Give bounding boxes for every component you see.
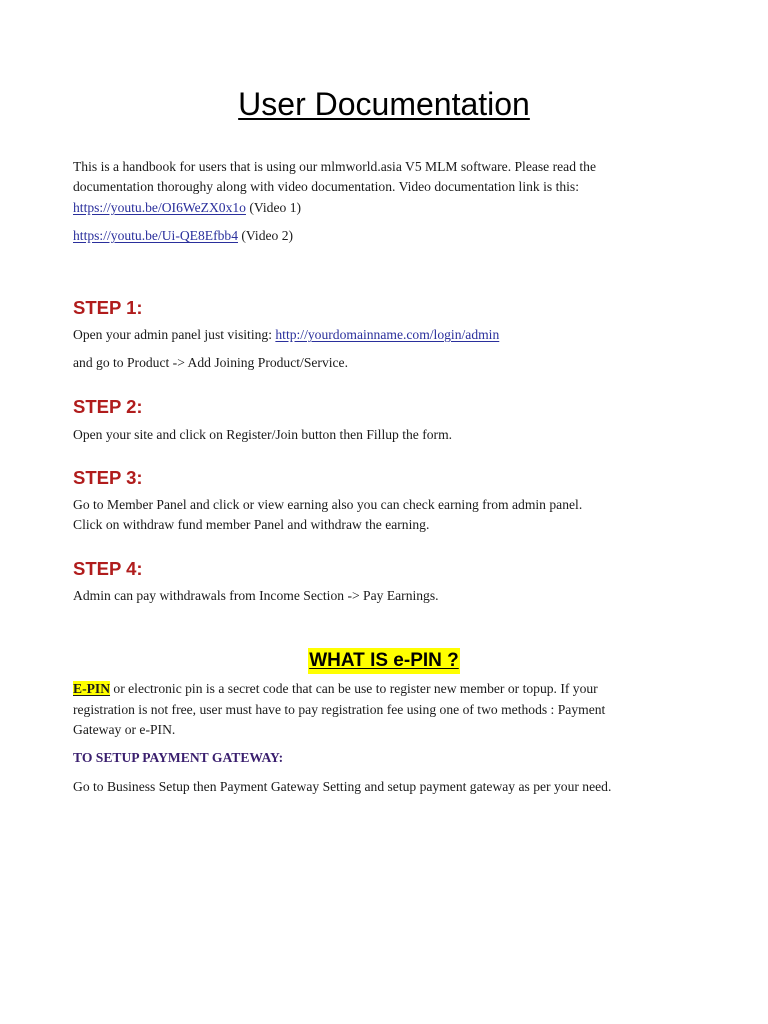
step4-line-1: Admin can pay withdrawals from Income Section -> Pay Earnings. — [73, 588, 439, 603]
intro-line-1: This is a handbook for users that is using our mlmworld.asia V5 MLM software. Please read the — [73, 159, 597, 174]
step2-line-1: Open your site and click on Register/Join button then Fillup the form. — [73, 427, 453, 442]
video1-link[interactable]: https://youtu.be/OI6WeZX0x1o — [73, 200, 246, 215]
epin-line-1 — [73, 679, 703, 699]
video2-link[interactable]: https://youtu.be/Ui-QE8Efbb4 — [73, 228, 238, 243]
step2-heading: STEP 2: — [73, 396, 143, 417]
step1-text: Open your admin panel just visiting: — [73, 327, 276, 342]
step3-line-2: Click on withdraw fund member Panel and withdraw the earning. — [73, 517, 430, 532]
epin-line-1-rest: or electronic pin is a secret code that can be use to register new member or topup. If your — [110, 681, 598, 696]
page-title: User Documentation — [238, 86, 530, 122]
payment-gateway-line-1: Go to Business Setup then Payment Gateway Setting and setup payment gateway as per your need. — [73, 779, 612, 794]
admin-login-link[interactable]: http://yourdomainname.com/login/admin — [275, 327, 500, 342]
step1-line-1 — [73, 325, 703, 345]
video1-label: (Video 1) — [245, 200, 302, 215]
epin-line-2: registration is not free, user must have to pay registration fee using one of two methods : Payment — [73, 702, 606, 717]
video2-row — [73, 226, 703, 246]
video2-label: (Video 2) — [238, 228, 294, 243]
epin-heading: WHAT IS e-PIN ? — [308, 648, 460, 674]
video1-row — [73, 198, 703, 218]
step3-heading: STEP 3: — [73, 467, 143, 488]
step1-heading: STEP 1: — [73, 297, 143, 318]
step4-heading: STEP 4: — [73, 558, 143, 579]
epin-term: E-PIN — [73, 681, 111, 696]
epin-line-3: Gateway or e-PIN. — [73, 722, 176, 737]
intro-line-2: documentation thoroughy along with video documentation. Video documentation link is this: — [73, 179, 579, 194]
step1-line-2: and go to Product -> Add Joining Product/Service. — [73, 355, 348, 370]
payment-gateway-heading: TO SETUP PAYMENT GATEWAY: — [73, 750, 284, 765]
step3-line-1: Go to Member Panel and click or view earning also you can check earning from admin panel. — [73, 497, 583, 512]
epin-heading-row — [0, 648, 768, 674]
